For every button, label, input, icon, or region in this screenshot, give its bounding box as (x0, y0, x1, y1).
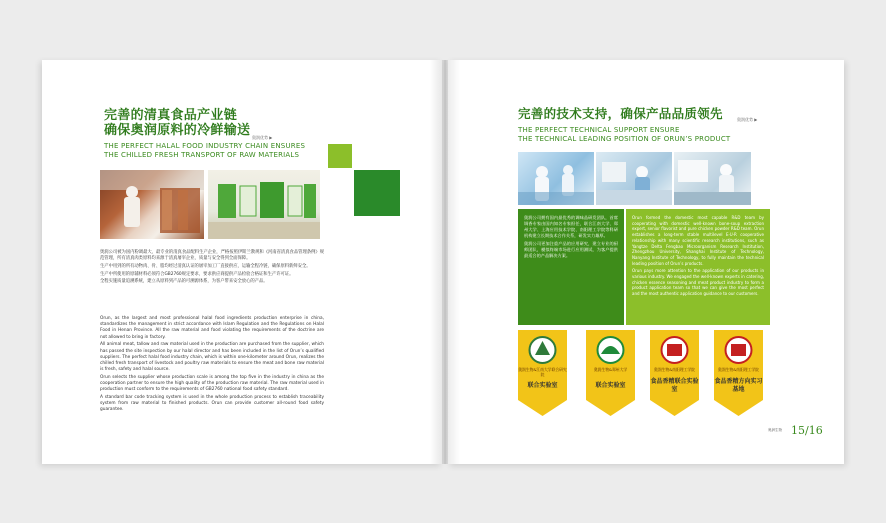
footer-brand: 奥润生物 (768, 428, 782, 432)
badge-3-label: 食品香精联合实验室 (650, 378, 699, 393)
right-title-cn: 完善的技术支持，确保产品品质领先 (518, 106, 723, 121)
badge-4-label: 食品香精方向实习基地 (714, 378, 763, 393)
badge-2-partner: 奥润生物&郑州大学 (593, 367, 628, 372)
tech-box-cn (518, 209, 624, 325)
right-title-en-line2: THE TECHNICAL LEADING POSITION OF ORUN’S PRODUCT (518, 135, 731, 143)
tech-box-cn-para-1: 奥润公司拥有国内最优秀的调味品研发团队，首席调香专家由国内知名专家担任，联合江南大学、郑州大学、上海应用技术学院、南阳理工学院等科研机构建立长期技术合作关系，研发实力雄厚。 (524, 215, 618, 238)
badge-4-partner: 奥润生物&南阳理工学院 (718, 367, 759, 372)
left-para-en-3: Orun selects the supplier whose production scale is among the top five in the industry in china as the cooperation partner to ensure the high quality of the production raw material. The raw material used in production must conform to the requirements of GB2760 national food safety standard. (100, 374, 324, 393)
tech-box-en-para-2: Orun pays more attention to the application of our products in various industry. We engaged the well-known experts in catering, chicken essence seasoning and meat product industry to form a product application team so that we can give the most perfect and the most authentic application guidance to our customers. (632, 268, 764, 297)
left-para-cn-2: 生产中用到的所有动物肉、骨、脂均经过清真认证的屠宰加工厂直接供应，运输全程冷链，确保原料新鲜安全。 (100, 263, 311, 269)
lab-photo-1 (518, 152, 594, 205)
lab-photo-2 (596, 152, 672, 205)
page-number: 15/16 (791, 424, 823, 437)
badge-2-label: 联合实验室 (595, 382, 626, 389)
left-title-en-line1: THE PERFECT HALAL FOOD INDUSTRY CHAIN ENSURES (104, 142, 306, 150)
right-title-en-line1: THE PERFECT TECHNICAL SUPPORT ENSURE (518, 126, 680, 134)
badge-jiangnan-lab (518, 330, 567, 416)
left-title-cn (104, 108, 250, 138)
badge-nanyang-intern-base (714, 330, 763, 416)
tech-box-cn-para-2: 奥润公司更加注重产品的应用研究，建立专业的厨师团队，模拟终端市场进行应用测试，为客户提供最适合的产品解决方案。 (524, 241, 618, 258)
badge-nanyang-flavor-lab (650, 330, 699, 416)
left-title-en-line2: THE CHILLED FRESH TRANSPORT OF RAW MATERIALS (104, 151, 300, 159)
tech-box-en-para-1: Orun formed the domestic most capable R&D team by cooperating with domestic well-known bone-soup extraction expert, senior flavorist and pure chicken powder R&D team. Orun establishes a long-term stable multilevel E·U·R cooperative relationship with many scientific research institutions, such as Yangtze Delta Fengbao Microorganism Research Institution, Zhengzhou University, Shanghai Institute of Technology, Nanyang Institute of Technology, to fully maintain the technical leading position of Orun’s products. (632, 215, 764, 266)
left-para-cn-3: 生产中所使用的原辅材料必须符合GB2760规定要求，要求供应商提供产品检验合格证和生产许可证。 (100, 271, 294, 277)
left-section-tag: 奥润优势 ▶ (252, 135, 273, 140)
decor-square-dark (354, 170, 400, 216)
exhibition-hall-photo (208, 170, 320, 239)
left-para-en-1: Orun, as the largest and most professional halal food ingredients production enterprise in china, standardizes the management in strict accordance with Islam Regulation and the Regulations on Halal Food in Henan Province. All the raw material and food violating the requirements of the doctrine are not allowed to bring in factory. (100, 316, 324, 340)
tech-box-en (626, 209, 770, 325)
right-title-en (518, 126, 730, 144)
lab-photo-3 (674, 152, 751, 205)
university-emblem-icon (667, 344, 682, 356)
left-body-cn (100, 250, 324, 287)
right-page (448, 60, 844, 464)
left-para-cn-4: 全程实施质量追溯系统，建立从原料到产品的可溯源体系，为客户带来安全放心的产品。 (100, 279, 268, 285)
left-title-cn-line1: 完善的清真食品产业链 (104, 108, 238, 123)
left-title-cn-line2: 确保奥润原料的冷鲜输送 (104, 123, 251, 138)
left-para-cn-1: 奥润公司被为国内粉调最大、最专业的清真食品配料生产企业，严格按照伊斯兰教规和《河南省清真食品管理条例》规范管理，所有清真肉类原料均来源于清真屠宰企业，质量与安全得到全面保障。 (100, 250, 324, 262)
badge-zhengzhou-lab (586, 330, 635, 416)
left-page (42, 60, 442, 464)
left-para-en-2: All animal meat, tallow and raw material used in the production are purchased from the supplier, which has passed the site inspection by our halal director and has been included in the list of Orun’s qualified suppliers. The perfect halal food industry chain, which is within one-kilometer around Orun, realizes the chilled fresh transport of livestock and poultry raw materials to ensure the meat and bone raw material is fresh, safety and halal source. (100, 342, 324, 373)
badge-1-label: 联合实验室 (527, 382, 558, 389)
factory-photo (100, 170, 204, 239)
badge-1-partner: 奥润生物&江南大学联合研究院 (518, 367, 567, 377)
left-body-en (100, 316, 324, 415)
badge-3-partner: 奥润生物&南阳理工学院 (654, 367, 695, 372)
university-emblem-icon (731, 344, 746, 356)
left-para-en-4: A standard bar code tracking system is used in the whole production process to establish traceability system from raw material to finished products. Orun can provide customer all-round food safety guarantee. (100, 394, 324, 413)
decor-square-light (328, 144, 352, 168)
left-title-en (104, 142, 305, 160)
right-section-tag: 奥润优势 ▶ (737, 117, 758, 122)
